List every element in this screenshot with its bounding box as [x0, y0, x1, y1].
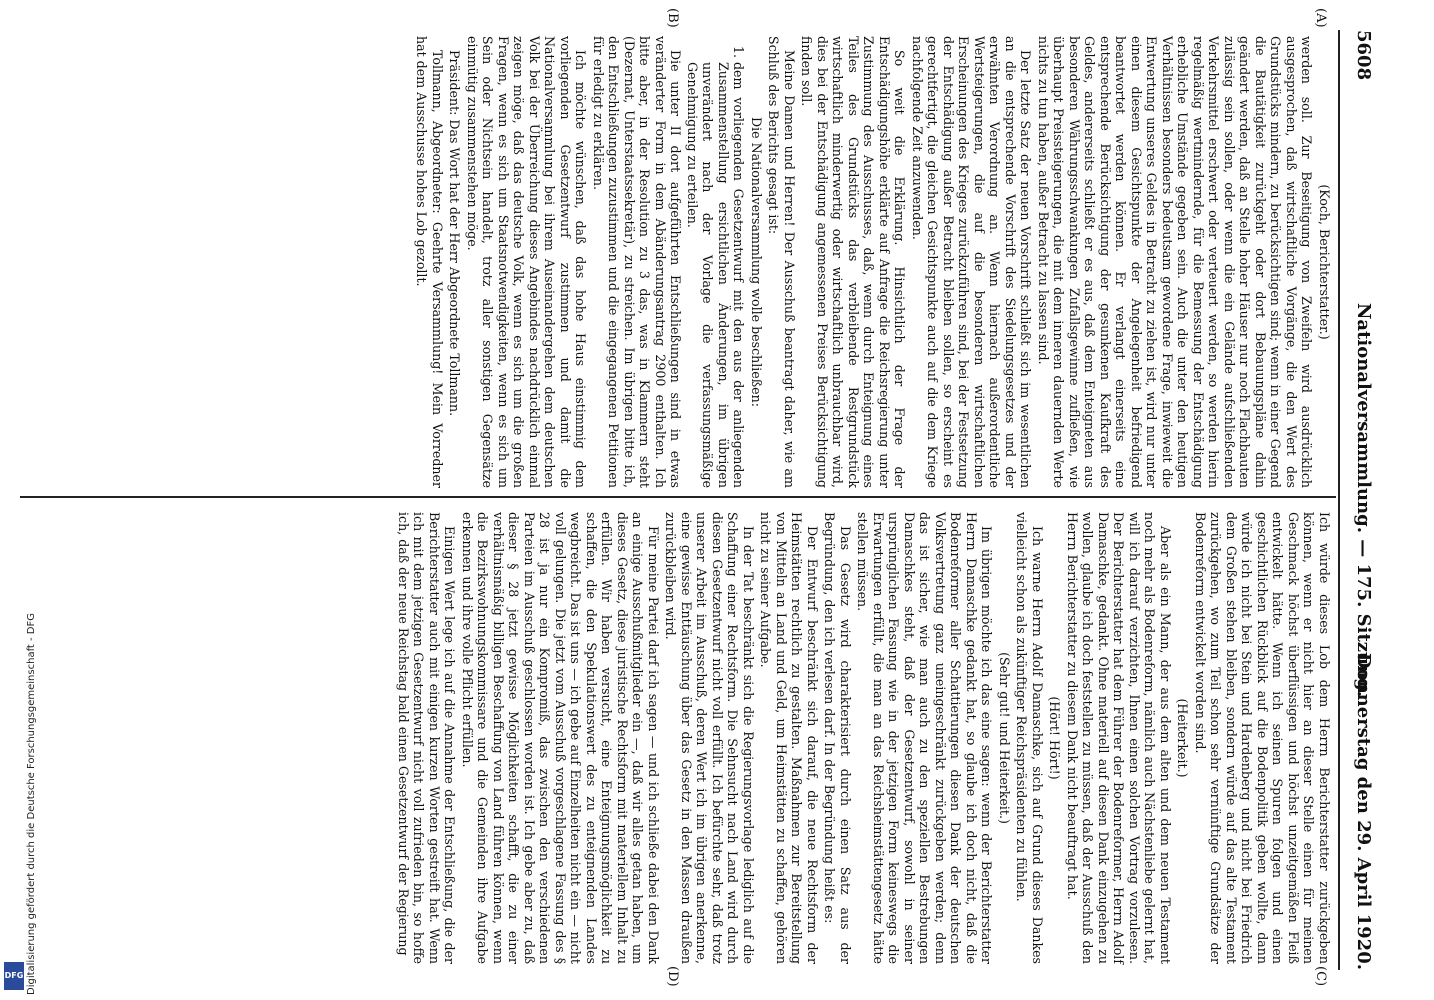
- margin-mark-c: (C): [1313, 966, 1328, 987]
- page-title: Nationalversammlung. — 175. Sitzung.: [1353, 302, 1374, 698]
- paragraph: Aber als ein Mann, der aus dem alten und dem neuen Testament noch mehr als Bodenreform, nämlich auch Nächstenliebe gelernt hat, will ich darauf verzichten, Ihnen einen solchen Vortrag vorzulesen. Der Berichterstatter hat dem Führer der Bodenreformer, Herrn Adolf Damaschke, gedankt. Ohne materiell auf diesen Dank einzugehen zu wollen, glaube ich doch feststellen zu müssen, daß der Ausschuß den Herrn Berichterstatter zu diesem Dank nicht beauftragt hat.: [1065, 512, 1173, 964]
- paragraph: Der letzte Satz der neuen Vorschrift schließt sich im wesentlichen an die entsprechende Vorschrift des Siedelungsgesetzes und der erwähnten Verordnung an. Wenn hiernach außerordentliche Wertsteigerungen, die auf die besonderen wirtschaftlichen Erscheinungen des Krieges zurückzuführen sind, bei der Festsetzung der Entschädigung außer Betracht bleiben sollen, so erscheint es gerechtfertigt, die gleichen Gesichtspunkte auch auf die dem Kriege nachfolgende Zeit anzuwenden.: [910, 36, 1034, 488]
- margin-mark-d: (D): [665, 966, 680, 987]
- margin-mark-a: (A): [1313, 8, 1328, 28]
- paragraph: Präsident: Das Wort hat der Herr Abgeordnete Tollmann.: [447, 50, 463, 417]
- reaction: (Sehr gut! und Heiterkeit.): [997, 652, 1012, 824]
- right-column: [394, 512, 1333, 964]
- paragraph: So weit die Erklärung. Hinsichtlich der Frage der Entschädigungshöhe erklärte auf Anfrage die Reichsregierung unter Zustimmung des Ausschusses, daß, wenn durch Enteignung eines Teiles des Grundstücks das verbleibende Restgrundstück wirtschaftlich minderwertig oder wirtschaftlich unbrauchbar wird, dies bei der Entschädigung angemessenen Preises Berücksichtigung finden soll.: [799, 36, 908, 488]
- paragraph: werden soll. Zur Beseitigung von Zweifeln wird ausdrücklich ausgesprochen, daß wirtschaftliche Vorgänge, die den Wert des Grundstücks mindern, zu berücksichtigen sind; wenn in einer Gegend die Bautätigkeit zurückgeht oder dort Bebauungspläne dahin geändert werden, daß an Stelle hoher Häuser nur noch Flachbauten zulässig sein sollen, oder wenn die ein Gelände aufschließenden Verkehrsmittel erschwert oder verteuert werden, so werden hierin regelmäßig wertmindernde, für die Bemessung der Entschädigung erhebliche Umstände gegeben sein. Auch die unter den heutigen Verhältnissen besonders bedeutsam gewordene Frage, inwieweit die Entwertung unseres Geldes in Betracht zu ziehen ist, wird nur unter einen diesem Gesichtspunkte der Angelegenheit befriedigend beantwortet werden können. Er verlangt einerseits eine entsprechende Berücksichtigung der gesunkenen Kaufkraft des Geldes, andererseits schließt er es aus, daß dem Enteigneten aus besonderen Währungsschwankungen Zufallsgewinne zufließen, wie überhaupt Preissteigerungen, die mit dem inneren dauernden Werte nichts zu tun haben, außer Betracht zu lassen sind.: [1036, 36, 1315, 488]
- page-number: 5608: [1353, 30, 1374, 81]
- page-header: [1344, 30, 1374, 970]
- paragraph: Das Gesetz wird charakterisiert durch einen Satz aus der Begründung, den ich verlesen darf. In der Begründung heißt es:: [822, 512, 853, 964]
- reaction: (Heiterkeit.): [1175, 698, 1191, 778]
- speaker-line: (Koch, Berichterstatter.): [1317, 184, 1332, 340]
- quotation: Der Entwurf beschränkt sich darauf, die neue Rechtsform der Heimstätten rechtlich zu gestalten. Maßnahmen zur Bereitstellung von Mitteln an Land und Geld, um Heimstätten zu schaffen, gehören nicht zu seiner Aufgabe.: [758, 512, 820, 964]
- dfg-logo-icon: DFG: [4, 962, 24, 990]
- paragraph: In der Tat beschränkt sich die Regierungsvorlage lediglich auf die Schaffung einer Rechtsform. Die Sehnsucht nach Land wird durch diesen Gesetzentwurf nicht voll erfüllt. Ich befürchte sehr, daß trotz unserer Arbeit im Ausschuß, deren Wert ich im übrigen anerkenne, eine gewisse Enttäuschung über das Gesetz in den Massen draußen zurückbleiben wird.: [663, 512, 756, 964]
- paragraph: Für meine Partei darf ich sagen — und ich schließe dabei den Dank an einige Ausschußmitglieder ein —, daß wir alles getan haben, um dieses Gesetz, diese juristische Rechtsform mit materiellem Inhalt zu erfüllen. Wir haben versucht, eine Enteignungsmöglichkeit zu schaffen, die den Spekulationswert des zu enteignenden Landes wegbreicht. Das ist uns — ich gebe auf Einzelheiten nicht ein — nicht voll gelungen. Die jetzt vom Ausschuß vorgeschlagene Fassung des § 28 ist ja nur ein Kompromiß, das zwischen den verschiedenen Parteien im Ausschuß geschlossen worden ist. Ich gebe aber zu, daß dieser § 28 jetzt gewisse Möglichkeiten schafft, die zu einer verhältnismäßig billigen Beschaffung von Land führen können, wenn die Bezirkswohnungskommissare und die Gemeinden ihre Aufgabe erkennen und ihre volle Pflicht erfüllen.: [460, 512, 661, 964]
- paragraph: Ich warne Herrn Adolf Damaschke, sich auf Grund dieses Dankes vielleicht schon als zukünftiger Reichspräsidenten zu fühlen.: [1014, 512, 1045, 964]
- paragraph: Ich möchte wünschen, daß das hohe Haus einstimmig dem vorliegenden Gesetzentwurf zustimmen und damit die Nationalversammlung bei ihrem Auseinandergehen dem deutschen Volk bei der Überreichung dieses Angebindes nachdrücklich einmal zeigen möge, daß das deutsche Volk, wenn es sich um die großen Fragen, wenn es sich um Staatsnotwendigkeiten, wenn es sich um Sein oder Nichtsein handelt, trotz aller sonstigen Gegensätze einmütig zusammenstehen möge.: [465, 36, 589, 488]
- motion-heading: Die Nationalversammlung wolle beschließen:: [749, 117, 764, 407]
- margin-mark-b: (B): [665, 8, 680, 28]
- session-date: Donnerstag den 29. April 1920.: [1353, 652, 1374, 970]
- paragraph: Ich würde dieses Lob dem Herrn Berichterstatter zurückgeben können, wenn er nicht hier an dieser Stelle einen für meinen Geschmack höchst überflüssigen und höchst unzeitgemäßen Fleiß entwickelt hätte. Wenn ich seinen Spuren folgen und einen geschichtlichen Rückblick auf die Bodenpolitik geben wollte, dann würde ich nicht bei Stein und Hardenberg und nicht bei Friedrich dem Großen stehen bleiben, sondern würde auf das alte Testament zurückgehen, wo zum Teil schon sehr vernünftige Grundsätze der Bodenreform entwickelt worden sind.: [1193, 512, 1332, 964]
- column-divider: [20, 496, 1336, 498]
- paragraph: Im übrigen möchte ich das eine sagen: wenn der Berichterstatter Herrn Damaschke gedankt hat, so glaube ich doch nicht, daß die Bodenreformer aller Schattierungen diesen Dank der deutschen Volksvertretung ganz uneingeschränkt zurückgeben werden; denn das ist sicher, wie man auch zu den speziellen Bestrebungen Damaschkes steht, daß der Gesetzentwurf, sowohl in seiner ursprünglichen Fassung wie in der jetzigen Form keineswegs die Erwartungen erfüllt, die man an das Reichsheimstättengesetz hätte stellen müssen.: [855, 512, 995, 964]
- left-column: [412, 36, 1332, 488]
- funding-credit: Digitalisierung gefördert durch die Deutsche Forschungsgemeinschaft - DFG: [26, 612, 37, 995]
- paragraph: Meine Damen und Herren! Der Ausschuß beantragt daher, wie am Schluß des Berichts gesagt ist:: [766, 36, 797, 488]
- paragraph: Tollmann, Abgeordneter: Geehrte Versammlung! Mein Vorredner hat dem Ausschusse hohes Lob gezollt.: [414, 36, 445, 488]
- footer-strip: [0, 0, 37, 1000]
- motion-item: 1. dem vorliegenden Gesetzentwurf mit den aus der anliegenden Zusammenstellung ersichtlichen Änderungen, im übrigen unverändert nach der Vorlage die verfassungsmäßige Genehmigung zu erteilen.: [685, 62, 747, 488]
- paragraph: Einigen Wert lege ich auf die Annahme der Entschließung, die der Berichterstatter auch mit einigen kurzen Worten gestreift hat. Wenn ich mit dem jetzigen Gesetzentwurf nicht voll zufrieden bin, so hoffe ich, daß der neue Reichstag bald einen Gesetzentwurf der Regierung: [396, 512, 458, 964]
- header-rule: [1338, 30, 1340, 970]
- reaction: (Hört! Hört!): [1047, 696, 1063, 780]
- paragraph: Die unter II dort aufgeführten Entschließungen sind in etwas veränderter Form in dem Abänderungsantrag 2900 enthalten. Ich bitte aber, in der Resolution zu 3 das, was in Klammern steht (Dezernat, Unterstaatssekretär), zu streichen. Im übrigen bitte ich, den Entschließungen zuzustimmen und die eingegangenen Petitionen für erledigt zu erklären.: [591, 36, 684, 488]
